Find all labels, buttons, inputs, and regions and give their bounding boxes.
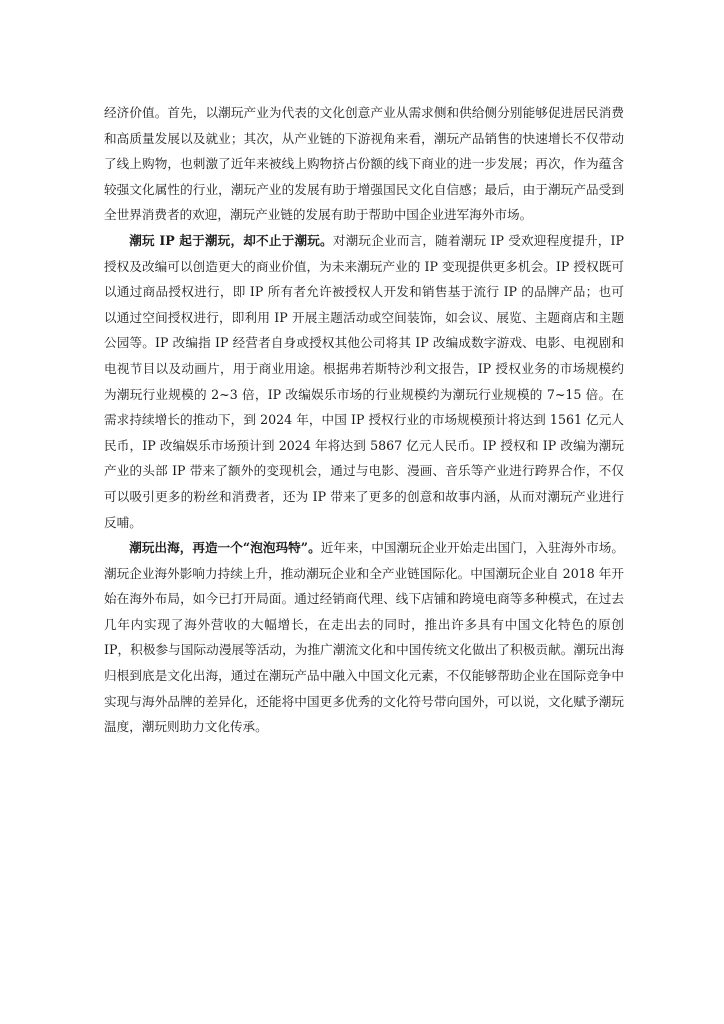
paragraph-lead-heading: 潮玩 IP 起于潮玩，却不止于潮玩。 (129, 232, 333, 248)
paragraph-lead-heading: 潮玩出海，再造一个“泡泡玛特”。 (129, 540, 321, 556)
paragraph-ip-licensing (104, 228, 624, 535)
paragraph-text: 对潮玩企业而言，随着潮玩 IP 受欢迎程度提升，IP 授权及改编可以创造更大的商业价值，为未来潮玩产业的 IP 变现提供更多机会。IP 授权既可以通过商品授权进行，即 IP 所有者允许被授权人开发和销售基于流行 IP 的品牌产品；也可以通过空间授权进行，即利用 IP 开展主题活动或空间装饰，如会议、展览、主题商店和主题公园等。IP 改编指 IP 经营者自身或授权其他公司将其 IP 改编成数字游戏、电影、电视剧和电视节目以及动画片，用于商业用途。根据弗若斯特沙利文报告，IP 授权业务的市场规模约为潮玩行业规模的 2~3 倍，IP 改编娱乐市场的行业规模约为潮玩行业规模的 7~15 倍。在需求持续增长的推动下，到 2024 年，中国 IP 授权行业的市场规模预计将达到 1561 亿元人民币，IP 改编娱乐市场预计到 2024 年将达到 5867 亿元人民币。IP 授权和 IP 改编为潮玩产业的头部 IP 带来了额外的变现机会，通过与电影、漫画、音乐等产业进行跨界合作，不仅可以吸引更多的粉丝和消费者，还为 IP 带来了更多的创意和故事内涵，从而对潮玩产业进行反哺。 (104, 232, 624, 530)
body-text (104, 100, 624, 740)
paragraph-economic-value (104, 100, 624, 228)
paragraph-text: 近年来，中国潮玩企业开始走出国门，入驻海外市场。潮玩企业海外影响力持续上升，推动潮玩企业和全产业链国际化。中国潮玩企业自 2018 年开始在海外布局，如今已打开局面。通过经销商代理、线下店铺和跨境电商等多种模式，在过去几年内实现了海外营收的大幅增长，在走出去的同时，推出许多具有中国文化特色的原创 IP，积极参与国际动漫展等活动，为推广潮流文化和中国传统文化做出了积极贡献。潮玩出海归根到底是文化出海，通过在潮玩产品中融入中国文化元素，不仅能够帮助企业在国际竞争中实现与海外品牌的差异化，还能将中国更多优秀的文化符号带向国外，可以说，文化赋予潮玩温度，潮玩则助力文化传承。 (104, 540, 625, 735)
paragraph-going-overseas (104, 535, 624, 740)
paragraph-text: 经济价值。首先，以潮玩产业为代表的文化创意产业从需求侧和供给侧分别能够促进居民消费和高质量发展以及就业；其次，从产业链的下游视角来看，潮玩产品销售的快速增长不仅带动了线上购物，也刺激了近年来被线上购物挤占份额的线下商业的进一步发展；再次，作为蕴含较强文化属性的行业，潮玩产业的发展有助于增强国民文化自信感；最后，由于潮玩产品受到全世界消费者的欢迎，潮玩产业链的发展有助于帮助中国企业进军海外市场。 (104, 105, 624, 223)
